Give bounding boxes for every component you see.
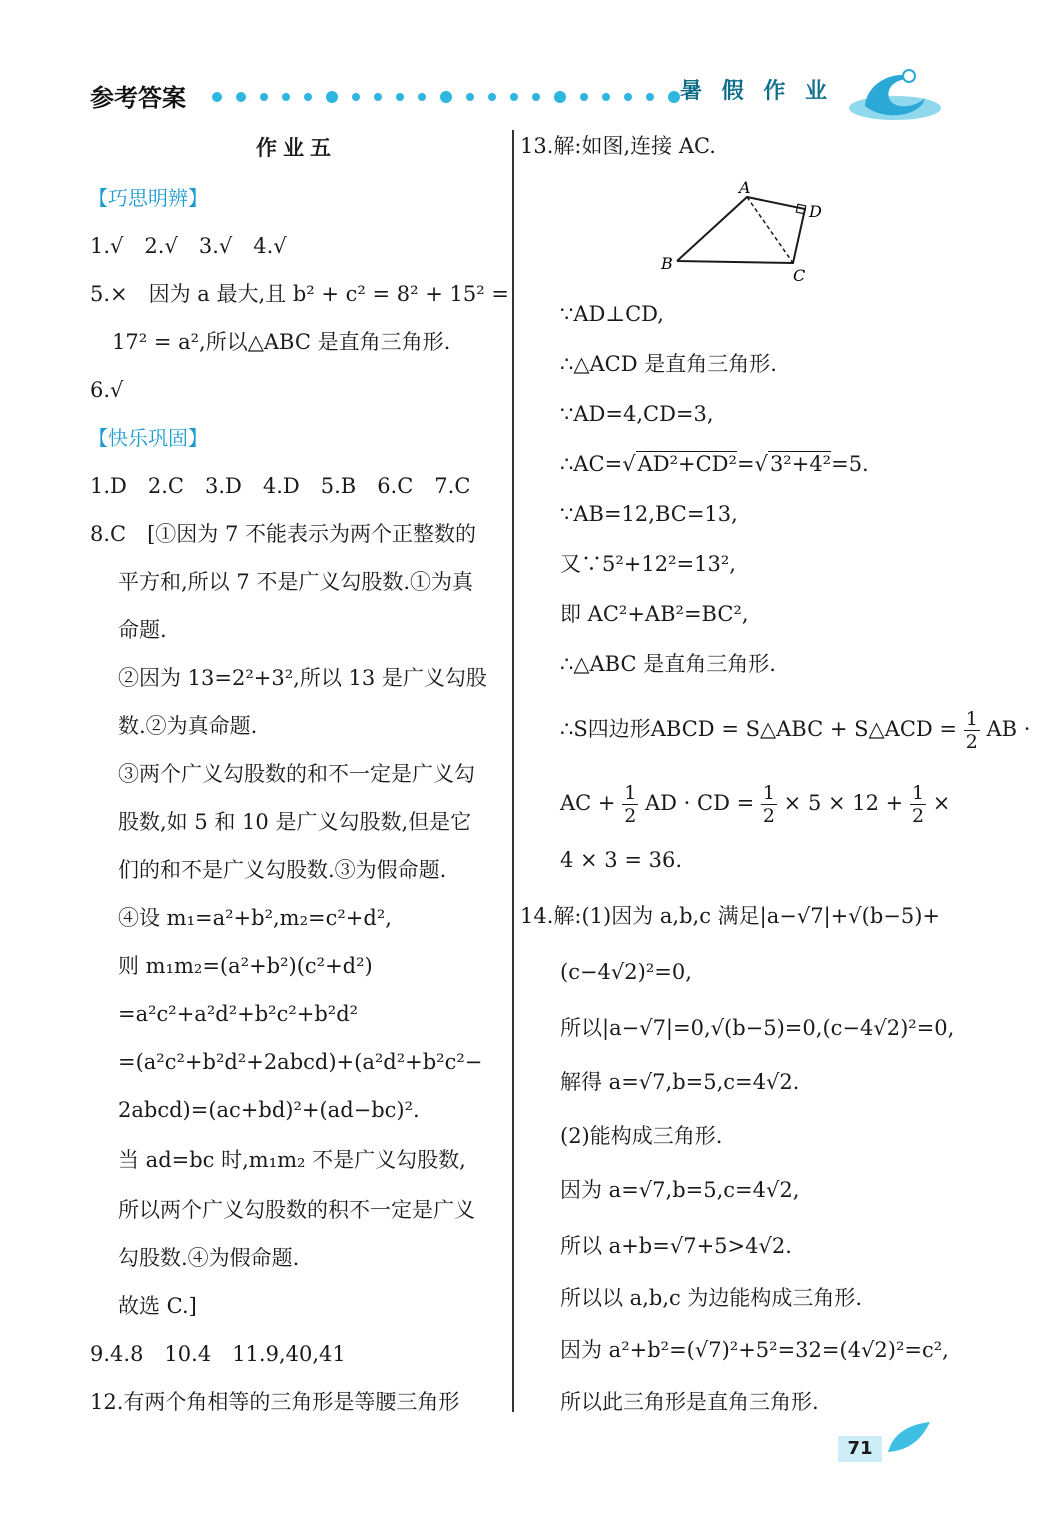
- answer-line: 即 AC²+AB²=BC²,: [560, 602, 749, 626]
- answer-line: ③两个广义勾股数的和不一定是广义勾: [118, 762, 475, 786]
- quadrilateral-figure: [655, 175, 835, 285]
- answer-line: 命题.: [118, 618, 167, 642]
- answer-line: 14.解:(1)因为 a,b,c 满足|a−√7|+√(b−5)+: [520, 904, 941, 928]
- answer-line: 则 m₁m₂=(a²+b²)(c²+d²): [118, 954, 373, 978]
- answer-line: 所以两个广义勾股数的积不一定是广义: [118, 1198, 475, 1222]
- math-text: AD · CD =: [644, 791, 755, 815]
- sqrt-expression: AD²+CD²: [637, 452, 737, 476]
- math-text: ∴S四边形ABCD = S△ABC + S△ACD =: [560, 717, 958, 741]
- answer-line: ②因为 13=2²+3²,所以 13 是广义勾股: [118, 666, 487, 690]
- answer-line: (c−4√2)²=0,: [560, 960, 692, 984]
- answer-line: ∴AC=√AD²+CD²=√3²+4²=5.: [560, 452, 869, 476]
- answer-line: 1.√ 2.√ 3.√ 4.√: [90, 234, 287, 258]
- answer-line: 2abcd)=(ac+bd)²+(ad−bc)².: [118, 1098, 420, 1122]
- fraction-one-half: $\frac{1}{2}$: [911, 782, 925, 827]
- answer-line: 所以|a−√7|=0,√(b−5)=0,(c−4√2)²=0,: [560, 1016, 955, 1040]
- answer-line: ∴△ABC 是直角三角形.: [560, 652, 776, 676]
- header-label: 参考答案: [90, 84, 186, 112]
- answer-line: 1.D 2.C 3.D 4.D 5.B 6.C 7.C: [90, 474, 471, 498]
- answer-line: 13.解:如图,连接 AC.: [520, 134, 716, 158]
- sqrt-expression: 3²+4²: [769, 452, 832, 476]
- vertex-d-label: D: [809, 202, 822, 221]
- answer-line: 股数,如 5 和 10 是广义勾股数,但是它: [118, 810, 472, 834]
- answer-line: ∵AD⊥CD,: [560, 302, 664, 326]
- answer-line: 数.②为真命题.: [118, 714, 258, 738]
- vertex-b-label: B: [661, 254, 673, 273]
- math-text: ×: [932, 791, 951, 815]
- page-number: 71: [838, 1436, 882, 1462]
- answer-line: ∴△ACD 是直角三角形.: [560, 352, 777, 376]
- answer-line: 9.4.8 10.4 11.9,40,41: [90, 1342, 346, 1366]
- answer-line: 4 × 3 = 36.: [560, 848, 683, 872]
- answer-line: 勾股数.④为假命题.: [118, 1246, 300, 1270]
- answer-line: [560, 782, 950, 827]
- answer-line: 解得 a=√7,b=5,c=4√2.: [560, 1070, 800, 1094]
- answer-line: 所以以 a,b,c 为边能构成三角形.: [560, 1286, 863, 1310]
- section-tag-1: 【巧思明辨】: [88, 186, 208, 210]
- math-text: × 5 × 12 +: [783, 791, 904, 815]
- math-text: ∴AC=: [560, 452, 623, 476]
- fraction-one-half: $\frac{1}{2}$: [624, 782, 637, 827]
- math-text: =: [736, 452, 755, 476]
- answer-line: 12.有两个角相等的三角形是等腰三角形: [90, 1390, 460, 1414]
- math-text: =5.: [831, 452, 869, 476]
- answer-line: 6.√: [90, 378, 124, 402]
- answer-line: [560, 708, 1030, 753]
- answer-line: (2)能构成三角形.: [560, 1124, 723, 1148]
- answer-line: ∵AD=4,CD=3,: [560, 402, 714, 426]
- answer-line: 当 ad=bc 时,m₁m₂ 不是广义勾股数,: [118, 1148, 466, 1172]
- header-title: 暑 假 作 业: [680, 79, 833, 104]
- answer-line: 们的和不是广义勾股数.③为假命题.: [118, 858, 447, 882]
- answer-line: =(a²c²+b²d²+2abcd)+(a²d²+b²c²−: [118, 1050, 483, 1074]
- answer-line: 8.C [①因为 7 不能表示为两个正整数的: [90, 522, 477, 546]
- answer-line: 又∵5²+12²=13²,: [560, 552, 736, 576]
- vertex-c-label: C: [793, 266, 806, 285]
- answer-line: 5.× 因为 a 最大,且 b² + c² = 8² + 15² =: [90, 282, 509, 306]
- answer-line: ④设 m₁=a²+b²,m₂=c²+d²,: [118, 906, 392, 930]
- answer-line: =a²c²+a²d²+b²c²+b²d²: [118, 1002, 359, 1026]
- answer-line: 所以 a+b=√7+5>4√2.: [560, 1234, 792, 1258]
- answer-line: 故选 C.]: [118, 1294, 197, 1318]
- answer-line: 平方和,所以 7 不是广义勾股数.①为真: [118, 570, 474, 594]
- fraction-one-half: $\frac{1}{2}$: [965, 708, 978, 753]
- answer-line: 所以此三角形是直角三角形.: [560, 1390, 819, 1414]
- fraction-one-half: $\frac{1}{2}$: [762, 782, 775, 827]
- math-text: AC +: [560, 791, 616, 815]
- answer-line: 17² = a²,所以△ABC 是直角三角形.: [112, 330, 451, 354]
- leaf-decoration-icon: [884, 1420, 934, 1456]
- assignment-title: 作业五: [256, 135, 337, 160]
- answer-line: 因为 a²+b²=(√7)²+5²=32=(4√2)²=c²,: [560, 1338, 949, 1362]
- answer-line: 因为 a=√7,b=5,c=4√2,: [560, 1178, 800, 1202]
- answer-line: ∵AB=12,BC=13,: [560, 502, 738, 526]
- section-tag-2: 【快乐巩固】: [88, 426, 208, 450]
- vertex-a-label: A: [739, 178, 751, 197]
- math-text: AB ·: [986, 717, 1031, 741]
